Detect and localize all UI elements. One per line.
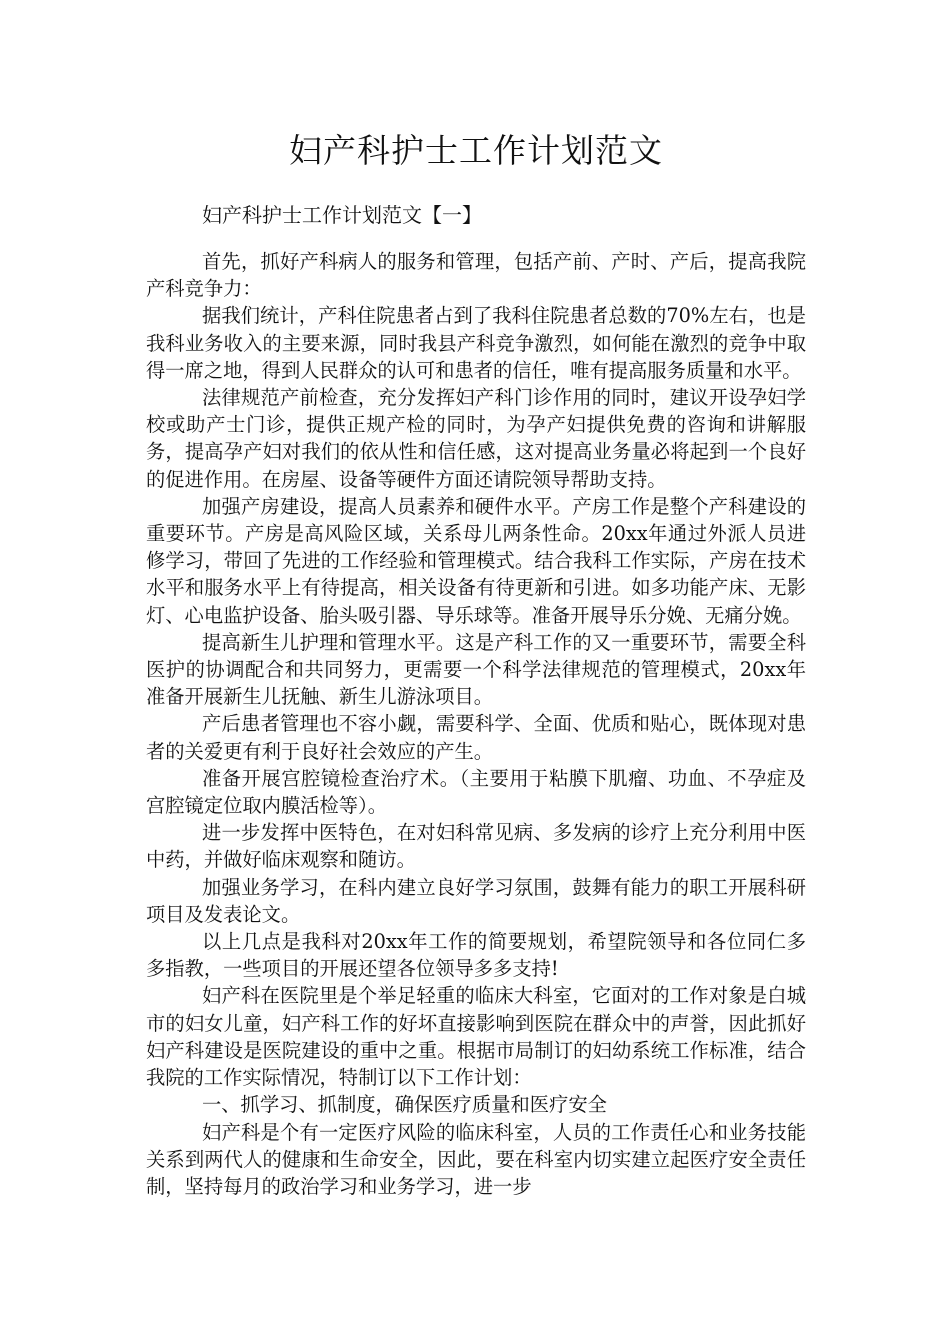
paragraph-7: 准备开展宫腔镜检查治疗术。（主要用于粘膜下肌瘤、功血、不孕症及宫腔镜定位取内膜活检等）。 [146, 766, 806, 818]
document-body [146, 248, 806, 1200]
section-heading: 妇产科护士工作计划范文【一】 [202, 203, 482, 227]
document-title: 妇产科护士工作计划范文 [289, 131, 663, 170]
paragraph-11: 妇产科在医院里是个举足轻重的临床大科室，它面对的工作对象是白城市的妇女儿童，妇产科工作的好坏直接影响到医院在群众中的声誉，因此抓好妇产科建设是医院建设的重中之重。根据市局制订的妇幼系统工作标准，结合我院的工作实际情况，特制订以下工作计划： [146, 984, 806, 1090]
document-page [146, 0, 806, 1200]
paragraph-8: 进一步发挥中医特色，在对妇科常见病、多发病的诊疗上充分利用中医中药，并做好临床观察和随访。 [146, 821, 806, 872]
paragraph-4: 加强产房建设，提高人员素养和硬件水平。产房工作是整个产科建设的重要环节。产房是高风险区域，关系母儿两条性命。20xx年通过外派人员进修学习，带回了先进的工作经验和管理模式。结合我科工作实际，产房在技术水平和服务水平上有待提高，相关设备有待更新和引进。如多功能产床、无影灯、心电监护设备、胎头吸引器、导乐球等。准备开展导乐分娩、无痛分娩。 [146, 494, 806, 627]
paragraph-12: 妇产科是个有一定医疗风险的临床科室，人员的工作责任心和业务技能关系到两代人的健康和生命安全，因此，要在科室内切实建立起医疗安全责任制，坚持每月的政治学习和业务学习，进一步 [146, 1120, 806, 1198]
paragraph-2: 据我们统计，产科住院患者占到了我科住院患者总数的70%左右，也是我科业务收入的主要来源，同时我县产科竞争激烈，如何能在激烈的竞争中取得一席之地，得到人民群众的认可和患者的信任，唯有提高服务质量和水平。 [146, 304, 806, 382]
paragraph-10: 以上几点是我科对20xx年工作的简要规划，希望院领导和各位同仁多多指教，一些项目的开展还望各位领导多多支持! [146, 930, 806, 981]
paragraph-3: 法律规范产前检查，充分发挥妇产科门诊作用的同时，建议开设孕妇学校或助产士门诊，提供正规产检的同时，为孕产妇提供免费的咨询和讲解服务，提高孕产妇对我们的依从性和信任感，这对提高业务量必将起到一个良好的促进作用。在房屋、设备等硬件方面还请院领导帮助支持。 [146, 386, 806, 491]
paragraph-6: 产后患者管理也不容小觑，需要科学、全面、优质和贴心，既体现对患者的关爱更有利于良好社会效应的产生。 [146, 712, 806, 763]
paragraph-1: 首先，抓好产科病人的服务和管理，包括产前、产时、产后，提高我院产科竞争力： [146, 250, 806, 301]
paragraph-5: 提高新生儿护理和管理水平。这是产科工作的又一重要环节，需要全科医护的协调配合和共同努力，更需要一个科学法律规范的管理模式，20xx年准备开展新生儿抚触、新生儿游泳项目。 [146, 630, 806, 709]
section-heading-1: 一、抓学习、抓制度，确保医疗质量和医疗安全 [202, 1093, 607, 1117]
paragraph-9: 加强业务学习，在科内建立良好学习氛围，鼓舞有能力的职工开展科研项目及发表论文。 [146, 875, 806, 926]
